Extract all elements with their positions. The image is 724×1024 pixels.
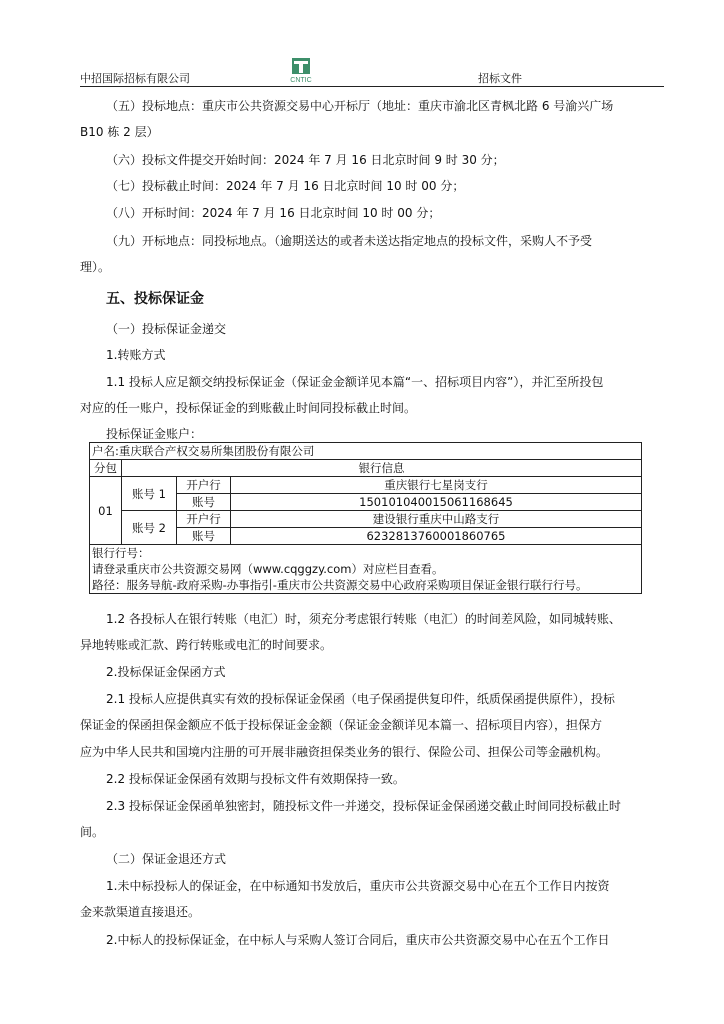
para-1-1-line2: 对应的任一账户，投标保证金的到账截止时间同投标截止时间。 (80, 401, 417, 415)
refund-2-line1: 2.中标人的投标保证金，在中标人与采购人签订合同后，重庆市公共资源交易中心在五个工作日 (106, 933, 610, 947)
item-9-line1: （九）开标地点：同投标地点。（逾期送达的或者未送达指定地点的投标文件，采购人不予受 (106, 234, 593, 248)
method-1-title: 1.转账方式 (106, 348, 166, 362)
section-5-title: 五、投标保证金 (106, 291, 204, 307)
bank-code-note (90, 545, 642, 594)
para-2-3-line2: 间。 (80, 825, 105, 839)
item-6: （六）投标文件提交开始时间：2024 年 7 月 16 日北京时间 9 时 30 分； (106, 153, 505, 167)
item-8: （八）开标时间：2024 年 7 月 16 日北京时间 10 时 00 分； (106, 206, 441, 220)
table-row (90, 545, 642, 594)
account-1-number: 150101040015061168645 (231, 494, 642, 511)
bank-code-label: 银行行号： (92, 546, 150, 560)
table-row (90, 511, 642, 528)
page-header (80, 62, 664, 87)
table-row (90, 460, 642, 477)
subsection-2-title: （二）保证金退还方式 (106, 852, 227, 866)
bank-code-instruction: 请登录重庆市公共资源交易网（www.cqggzy.com）对应栏目查看。 (92, 562, 444, 576)
account-2-number-label: 账号 (177, 528, 231, 545)
subsection-1-title: （一）投标保证金递交 (106, 322, 227, 336)
package-number: 01 (90, 477, 122, 545)
logo-text: CNTIC (290, 77, 312, 84)
para-2-1-line3: 应为中华人民共和国境内注册的可开展非融资担保类业务的银行、保险公司、担保公司等金融机构。 (80, 745, 609, 759)
document-type: 招标文件 (478, 72, 522, 85)
account-1-number-label: 账号 (177, 494, 231, 511)
account-2-number: 6232813760001860765 (231, 528, 642, 545)
para-2-1-line1: 2.1 投标人应提供真实有效的投标保证金保函（电子保函提供复印件，纸质保函提供原件），投标 (106, 692, 615, 706)
account-2-label: 账号 2 (122, 511, 177, 545)
account-holder-name: 户名:重庆联合产权交易所集团股份有限公司 (90, 443, 642, 460)
company-name: 中招国际招标有限公司 (80, 72, 190, 85)
account-2-bank-label: 开户行 (177, 511, 231, 528)
company-logo (283, 58, 319, 84)
deposit-account-table (89, 442, 642, 594)
item-5-line2: B10 栋 2 层） (80, 125, 159, 139)
para-1-2-line1: 1.2 各投标人在银行转账（电汇）时，须充分考虑银行转账（电汇）的时间差风险，如同城转账、 (106, 612, 621, 626)
account-1-bank-label: 开户行 (177, 477, 231, 494)
table-row (90, 443, 642, 460)
item-5-line1: （五）投标地点：重庆市公共资源交易中心开标厅（地址：重庆市渝北区青枫北路 6 号渝兴广场 (106, 99, 614, 113)
item-9-line2: 理）。 (80, 260, 111, 274)
refund-1-line1: 1.未中标投标人的保证金，在中标通知书发放后，重庆市公共资源交易中心在五个工作日内按资 (106, 879, 610, 893)
account-table-caption: 投标保证金账户： (106, 427, 203, 441)
bank-code-path: 路径：服务导航-政府采购-办事指引-重庆市公共资源交易中心政府采购项目保证金银行联行行号。 (92, 578, 588, 592)
refund-1-line2: 金来款渠道直接退还。 (80, 905, 201, 919)
account-1-bank: 重庆银行七星岗支行 (231, 477, 642, 494)
account-1-label: 账号 1 (122, 477, 177, 511)
para-1-2-line2: 异地转账或汇款、跨行转账或电汇的时间要求。 (80, 638, 333, 652)
para-1-1-line1: 1.1 投标人应足额交纳投标保证金（保证金金额详见本篇“一、招标项目内容”），并汇至所投包 (106, 375, 604, 389)
para-2-3-line1: 2.3 投标保证金保函单独密封，随投标文件一并递交，投标保证金保函递交截止时间同投标截止时 (106, 799, 621, 813)
para-2-1-line2: 保证金的保函担保金额应不低于投标保证金金额（保证金金额详见本篇一、招标项目内容），担保方 (80, 718, 603, 732)
table-row (90, 477, 642, 494)
method-2-title: 2.投标保证金保函方式 (106, 665, 226, 679)
package-header: 分包 (90, 460, 122, 477)
para-2-2: 2.2 投标保证金保函有效期与投标文件有效期保持一致。 (106, 772, 405, 786)
account-2-bank: 建设银行重庆中山路支行 (231, 511, 642, 528)
item-7: （七）投标截止时间：2024 年 7 月 16 日北京时间 10 时 00 分； (106, 179, 465, 193)
bank-info-header: 银行信息 (122, 460, 642, 477)
